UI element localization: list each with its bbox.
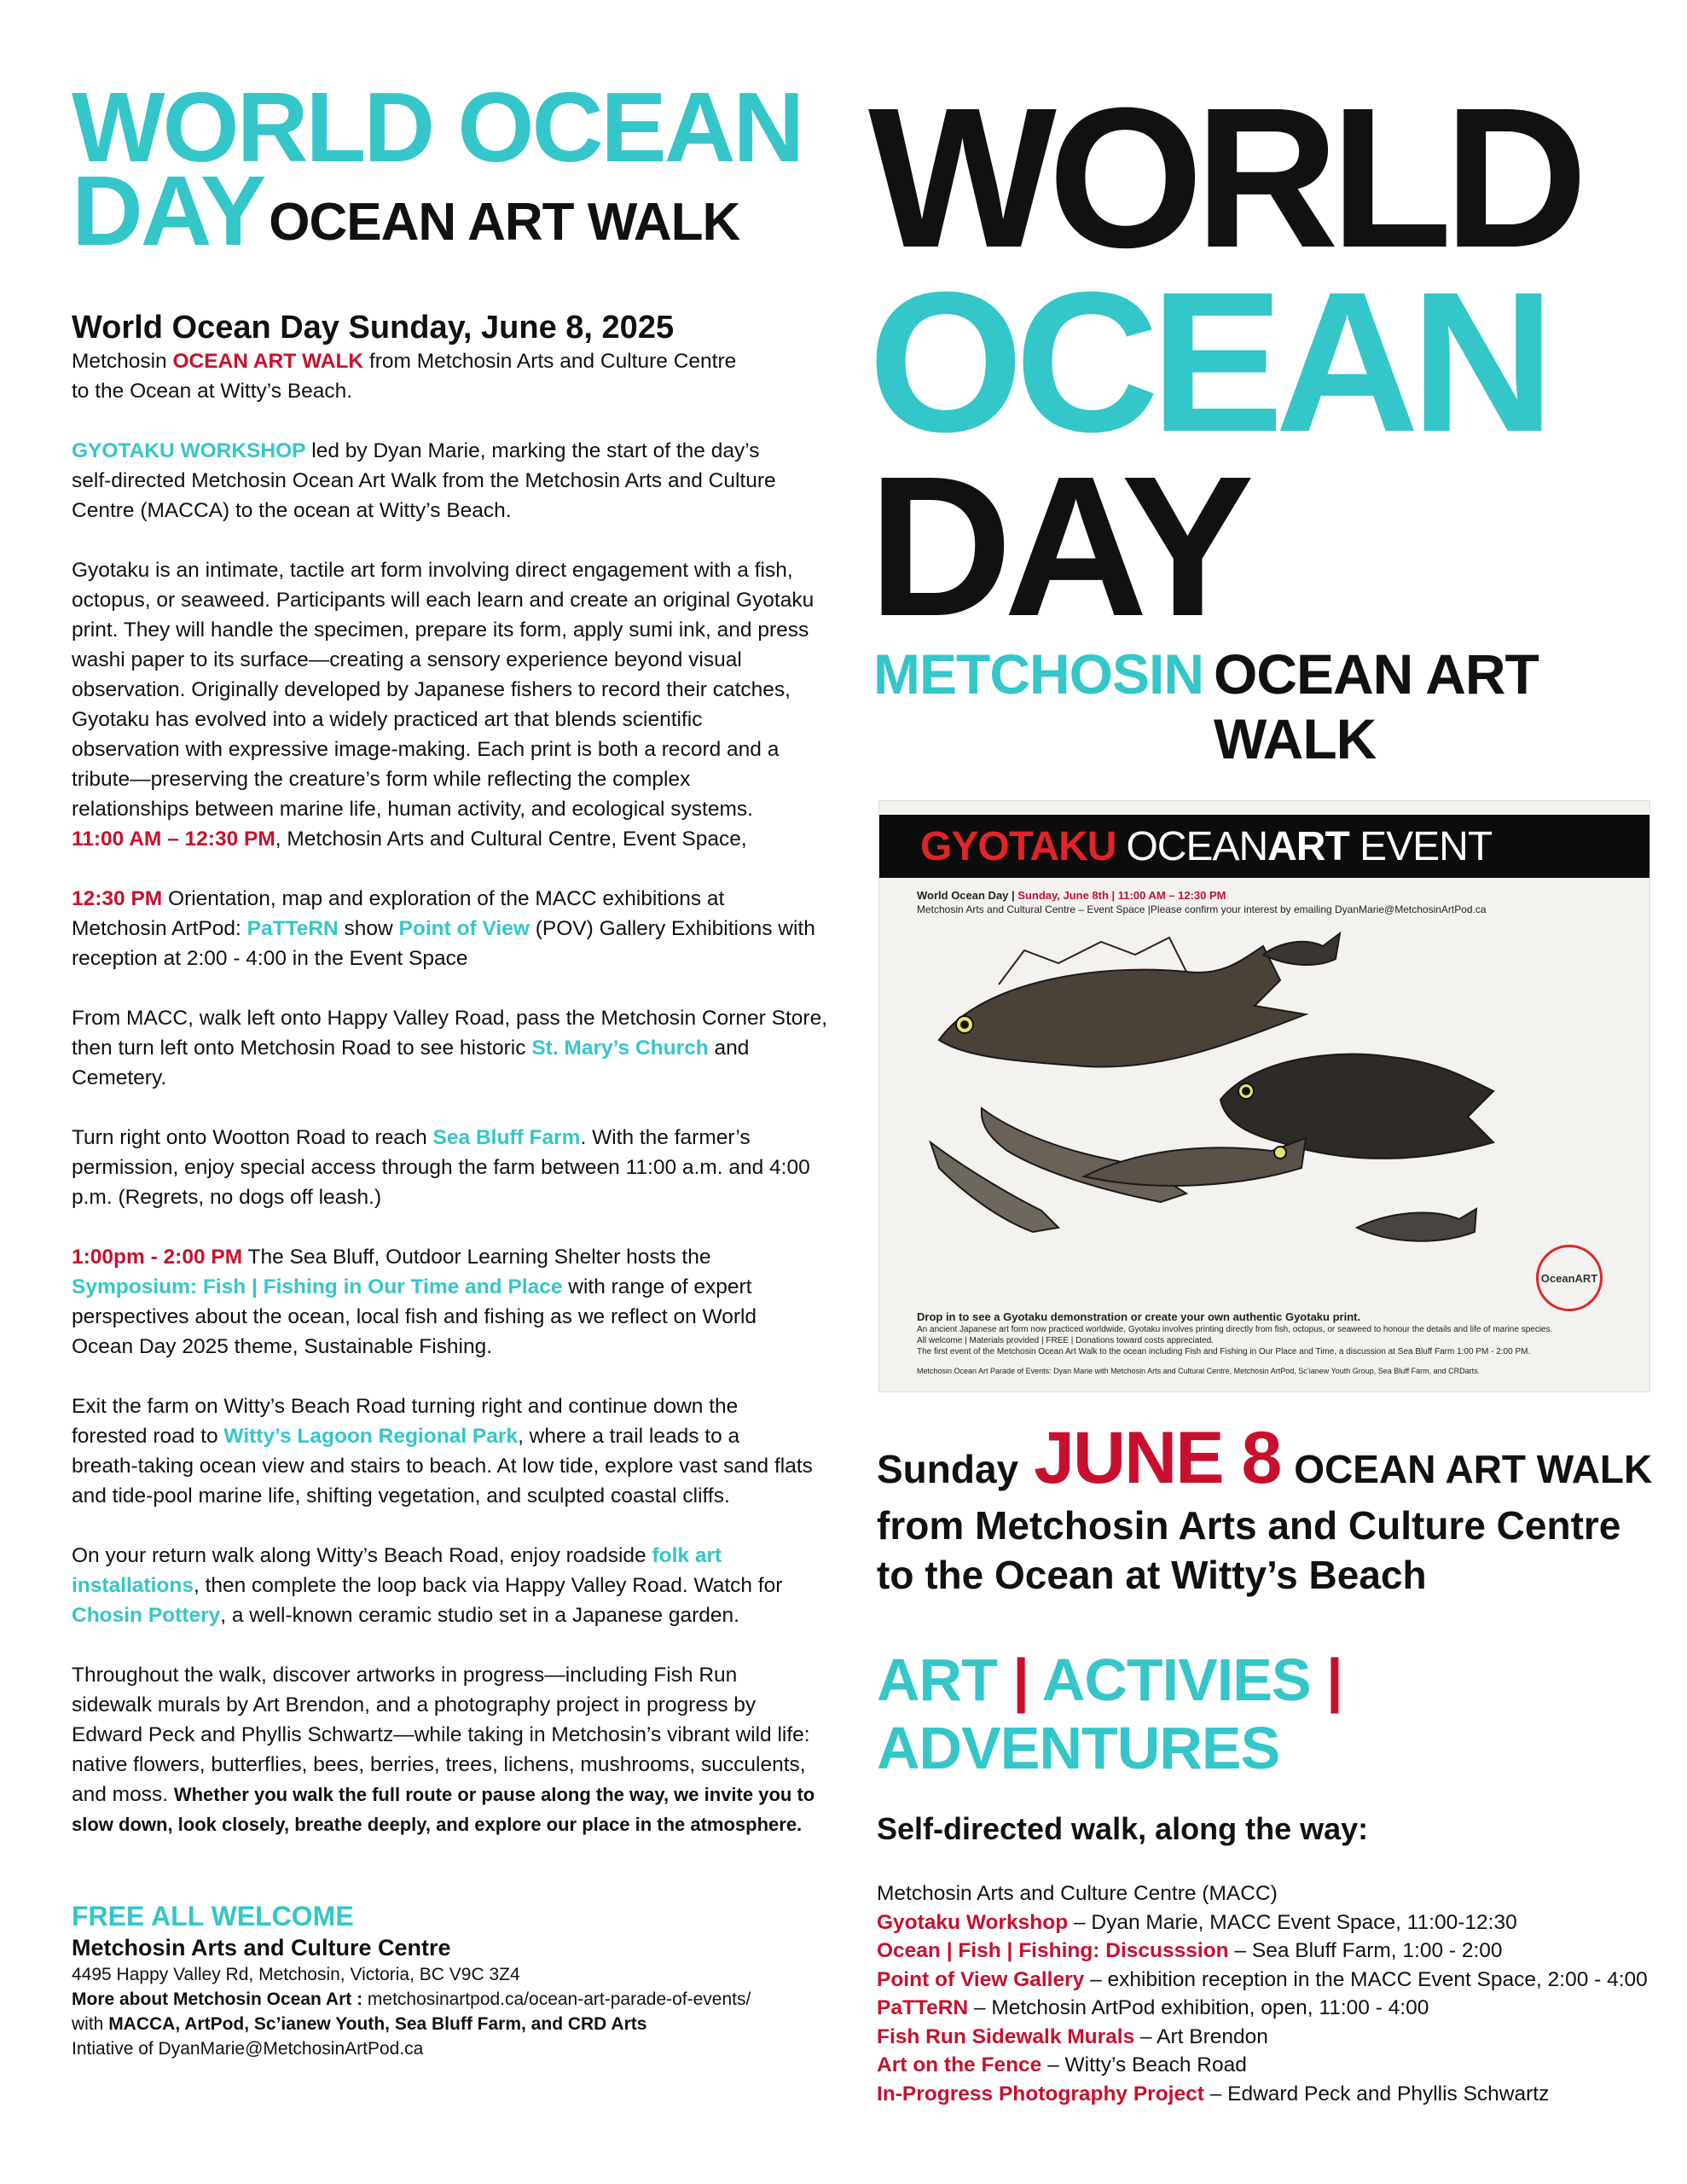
workshop-time: 11:00 AM – 12:30 PM, Metchosin Arts and Cultural Centre, Event Space, [72, 828, 747, 851]
list-item-desc: – Edward Peck and Phyllis Schwartz [1203, 2082, 1550, 2106]
date-heading: World Ocean Day Sunday, June 8, 2025 [72, 310, 675, 346]
gyotaku-description-line: washi paper to its surface—creating a sensory experience beyond visual [72, 648, 742, 671]
left-title-line1: WORLD OCEAN [72, 72, 803, 183]
sunday-walk-label: OCEAN ART WALK [1294, 1447, 1653, 1491]
poster-drop-in: Drop in to see a Gyotaku demonstration or create your own authentic Gyotaku print. [917, 1310, 1361, 1323]
lagoon-line: breath-taking ocean view and stairs to beach. At low tide, explore vast sand flats [72, 1455, 813, 1478]
return-line: Chosin Pottery, a well-known ceramic studio set in a Japanese garden. [72, 1604, 739, 1627]
gyotaku-description-line: relationships between marine life, human activity, and ecological systems. [72, 798, 753, 821]
walk-label: OCEAN ART WALK [1214, 642, 1539, 770]
list-item [877, 1966, 1670, 1995]
artworks-para: Throughout the walk, discover artworks in progress—including Fish Run [72, 1664, 738, 1687]
list-item-macc: Metchosin Arts and Culture Centre (MACC) [877, 1882, 1278, 1905]
left-title-walk: OCEAN ART WALK [269, 193, 740, 252]
poster-desc4: Metchosin Ocean Art Parade of Events: Dyan Marie with Metchosin Arts and Cultural Centre, Metchosin ArtPod, Sc’ianew Youth Group, Sea Bluff Farm, and CRDarts. [917, 1367, 1481, 1375]
symposium-line: Ocean Day 2025 theme, Sustainable Fishing. [72, 1335, 493, 1358]
list-item [877, 2080, 1670, 2109]
gyotaku-description-line: octopus, or seaweed. Participants will each learn and create an original Gyotaku [72, 589, 815, 612]
more-info: More about Metchosin Ocean Art : metchosinartpod.ca/ocean-art-parade-of-events/ [72, 1989, 751, 2009]
artworks-line: native flowers, butterflies, bees, berries, trees, lichens, mushrooms, succulents, [72, 1753, 806, 1776]
list-item [877, 1908, 1670, 1937]
list-item-desc: – exhibition reception in the MACC Event Space, 2:00 - 4:00 [1084, 1967, 1648, 1991]
list-item-name: Fish Run Sidewalk Murals [877, 2024, 1135, 2048]
more-url-link[interactable]: metchosinartpod.ca/ocean-art-parade-of-events/ [367, 1989, 751, 2009]
metchosin-label: METCHOSIN [873, 642, 1203, 706]
from-line: from Metchosin Arts and Culture Centre [877, 1503, 1621, 1548]
big-world: WORLD [868, 66, 1580, 289]
workshop-para: GYOTAKU WORKSHOP led by Dyan Marie, marking the start of the day’s [72, 439, 760, 462]
poster-line1: World Ocean Day | Sunday, June 8th | 11:00 AM – 12:30 PM [917, 889, 1226, 902]
intro-line2: to the Ocean at Witty’s Beach. [72, 380, 353, 403]
list-item [877, 1937, 1670, 1966]
orientation-line: reception at 2:00 - 4:00 in the Event Space [72, 947, 468, 970]
big-ocean: OCEAN [868, 250, 1547, 473]
left-title-day: DAY [72, 155, 264, 266]
return-para: On your return walk along Witty’s Beach Road, enjoy roadside folk art [72, 1544, 722, 1567]
sunday-block [877, 1416, 1670, 2108]
artworks-line: sidewalk murals by Art Brendon, and a photography project in progress by [72, 1693, 757, 1716]
sunday-heading [877, 1416, 1670, 1501]
return-line: installations, then complete the loop back via Happy Valley Road. Watch for [72, 1574, 783, 1597]
address: 4495 Happy Valley Rd, Metchosin, Victoria, BC V9C 3Z4 [72, 1965, 520, 1984]
workshop-para-line: Centre (MACCA) to the ocean at Witty’s Beach. [72, 499, 512, 522]
initiative: Intiative of DyanMarie@MetchosinArtPod.ca [72, 2039, 424, 2059]
lagoon-para: Exit the farm on Witty’s Beach Road turning right and continue down the [72, 1395, 739, 1418]
list-item-name: Point of View Gallery [877, 1967, 1085, 1991]
artworks-line: and moss. Whether you walk the full route or pause along the way, we invite you to [72, 1783, 815, 1806]
free-all-welcome: FREE ALL WELCOME [72, 1901, 354, 1931]
lagoon-line: and tide-pool marine life, shifting vegetation, and sculpted coastal cliffs. [72, 1484, 730, 1507]
poster-event-title: OCEANART EVENT [1126, 823, 1493, 869]
list-item [877, 1994, 1670, 2023]
list-item [877, 2023, 1670, 2052]
farm-para: Turn right onto Wootton Road to reach Sea Bluff Farm. With the farmer’s [72, 1126, 751, 1149]
lagoon-line: forested road to Witty’s Lagoon Regional Park, where a trail leads to a [72, 1425, 740, 1448]
list-item-desc: – Metchosin ArtPod exhibition, open, 11:00 - 4:00 [968, 1996, 1429, 2019]
fish-print-3 [1220, 1054, 1493, 1159]
list-item-name: Gyotaku Workshop [877, 1910, 1069, 1934]
list-item-name: Art on the Fence [877, 2053, 1042, 2077]
gyotaku-description [72, 555, 839, 824]
route-para: From MACC, walk left onto Happy Valley Road, pass the Metchosin Corner Store, [72, 1007, 827, 1030]
gyotaku-poster [878, 800, 1650, 1392]
fish-print-1 [939, 938, 1306, 1067]
poster-desc1: An ancient Japanese art form now practiced worldwide, Gyotaku involves printing directly from fish, octopus, or seaweed to honour the details and life of marine species. [917, 1325, 1553, 1334]
walk-stops-list [877, 1879, 1670, 2108]
art-activities-adventures: ART | ACTIVIES | ADVENTURES [877, 1647, 1342, 1781]
partners: with MACCA, ArtPod, Sc’ianew Youth, Sea Bluff Farm, and CRD Arts [72, 2014, 647, 2034]
sunday-label: Sunday [877, 1447, 1019, 1491]
oceanart-seal: OceanART [1536, 1245, 1603, 1311]
gyotaku-description-line: Gyotaku has evolved into a widely practiced art that blends scientific [72, 708, 703, 731]
orientation-para: 12:30 PM Orientation, map and exploration of the MACC exhibitions at [72, 887, 725, 910]
artworks-line: Edward Peck and Phyllis Schwartz—while taking in Metchosin’s vibrant wild life: [72, 1723, 810, 1746]
route-line: then turn left onto Metchosin Road to see historic St. Mary’s Church and [72, 1037, 750, 1060]
list-item-desc: – Sea Bluff Farm, 1:00 - 2:00 [1228, 1939, 1503, 1962]
poster-desc3: The first event of the Metchosin Ocean Art Walk to the ocean including Fish and Fishing in Our Place and Time, a discussion at Sea Bluff Farm 1:00 PM - 2:00 PM. [917, 1347, 1531, 1356]
farm-line: p.m. (Regrets, no dogs off leash.) [72, 1186, 382, 1209]
gyotaku-description-line: observation. Originally developed by Japanese fishers to record their catches, [72, 678, 791, 701]
list-item-name: Ocean | Fish | Fishing: Discusssion [877, 1939, 1229, 1962]
poster-desc2: All welcome | Materials provided | FREE | Donations toward costs appreciated. [917, 1336, 1214, 1345]
list-item-desc: – Witty’s Beach Road [1041, 2053, 1247, 2077]
big-day: DAY [868, 434, 1246, 658]
farm-line: permission, enjoy special access through the farm between 11:00 a.m. and 4:00 [72, 1156, 810, 1179]
route-line: Cemetery. [72, 1066, 167, 1089]
list-item-name: PaTTeRN [877, 1996, 969, 2019]
list-item [877, 2051, 1670, 2080]
june-8: JUNE 8 [1034, 1417, 1281, 1499]
fish-print-6 [1357, 1209, 1476, 1241]
gyotaku-description-line: print. They will handle the specimen, prepare its form, apply sumi ink, and press [72, 619, 809, 642]
symposium-line: Symposium: Fish | Fishing in Our Time and Place with range of expert [72, 1275, 752, 1298]
right-column [868, 66, 1667, 771]
list-item-desc: – Art Brendon [1134, 2024, 1268, 2048]
intro-line1: Metchosin OCEAN ART WALK from Metchosin Arts and Culture Centre [72, 350, 737, 373]
fish-prints-illustration [879, 801, 1649, 1391]
poster-gyotaku: GYOTAKU [920, 823, 1116, 869]
gyotaku-description-line: tribute—preserving the creature’s form while reflecting the complex [72, 768, 691, 791]
org-name: Metchosin Arts and Culture Centre [72, 1935, 451, 1960]
orientation-line: Metchosin ArtPod: PaTTeRN show Point of View (POV) Gallery Exhibitions with [72, 917, 815, 940]
gyotaku-description-line: observation with expressive image-making. Each print is both a record and a [72, 738, 780, 761]
workshop-para-line: self-directed Metchosin Ocean Art Walk from the Metchosin Arts and Culture [72, 469, 776, 492]
left-column [72, 72, 839, 2061]
symposium-line: perspectives about the ocean, local fish and fishing as we reflect on World [72, 1305, 757, 1328]
poster-line2: Metchosin Arts and Cultural Centre – Event Space |Please confirm your interest by emailing DyanMarie@MetchosinArtPod.ca [917, 903, 1487, 915]
self-directed-heading: Self-directed walk, along the way: [877, 1811, 1369, 1846]
list-item-name: In-Progress Photography Project [877, 2082, 1204, 2106]
list-item-desc: – Dyan Marie, MACC Event Space, 11:00-12:30 [1068, 1910, 1517, 1934]
to-line: to the Ocean at Witty’s Beach [877, 1553, 1427, 1597]
symposium-para: 1:00pm - 2:00 PM The Sea Bluff, Outdoor Learning Shelter hosts the [72, 1246, 711, 1269]
metchosin-walk-heading [873, 642, 1667, 771]
artworks-line: slow down, look closely, breathe deeply, and explore our place in the atmosphere. [72, 1814, 803, 1835]
fish-print-2 [1263, 933, 1340, 965]
gyotaku-description-line: Gyotaku is an intimate, tactile art form involving direct engagement with a fish, [72, 559, 793, 582]
